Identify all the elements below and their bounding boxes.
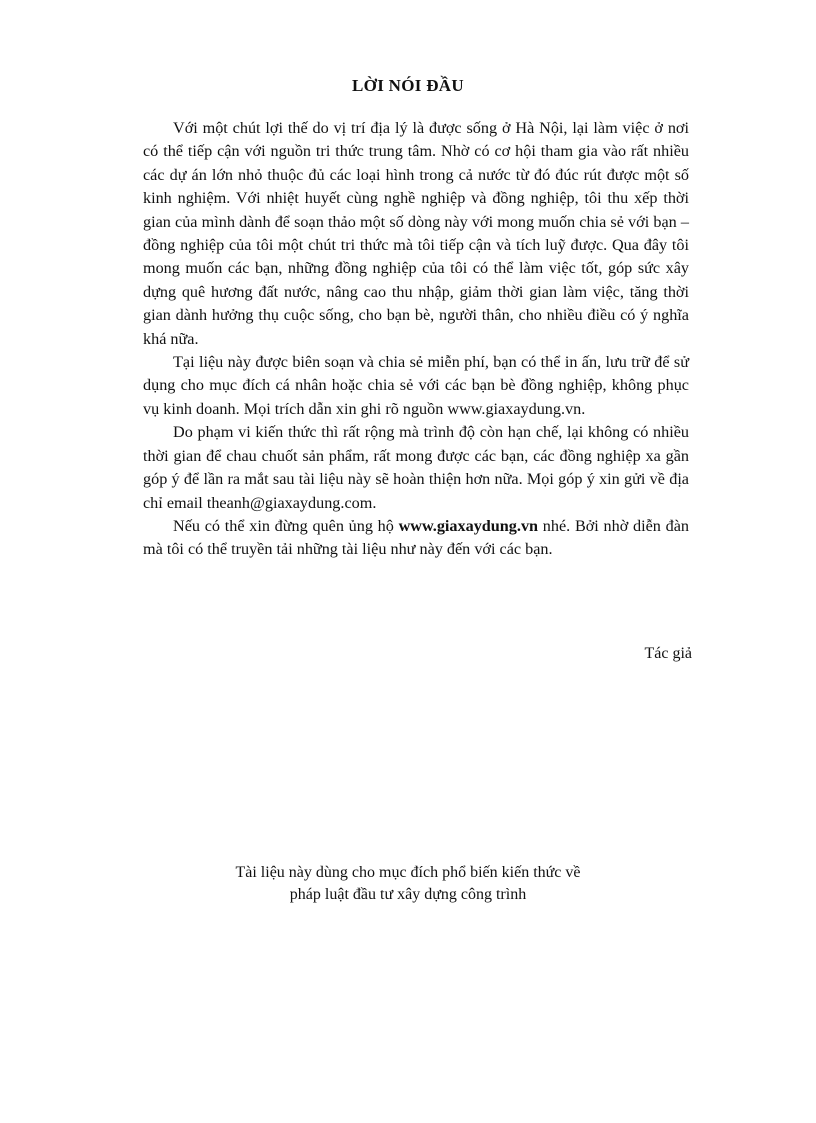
footer-line-1: Tài liệu này dùng cho mục đích phổ biến kiến thức về: [235, 864, 581, 881]
paragraph-2: Tại liệu này được biên soạn và chia sẻ miễn phí, bạn có thể in ấn, lưu trữ để sử dụng cho mục đích cá nhân hoặc chia sẻ với các bạn bè đồng nghiệp, không phục vụ kinh doanh. Mọi trích dẫn xin ghi rõ nguồn www.giaxaydung.vn.: [143, 353, 689, 418]
footer-note: [0, 862, 816, 906]
paragraph-4-end: nhé. Bởi nhờ diễn đàn mà tôi có thể truyền tải những tài liệu như này đến với các bạn.: [143, 516, 689, 559]
paragraph-4: [143, 515, 689, 562]
author-signature: Tác giả: [644, 645, 692, 662]
paragraph-3: Do phạm vi kiến thức thì rất rộng mà trình độ còn hạn chế, lại không có nhiều thời gian để chau chuốt sản phẩm, rất mong được các bạn, các đồng nghiệp xa gần góp ý để lần ra mắt sau tài liệu này sẽ hoàn thiện hơn nữa. Mọi góp ý xin gửi về địa chỉ email theanh@giaxaydung.com.: [143, 423, 689, 512]
preface-body: [143, 117, 689, 562]
paragraph-1: Với một chút lợi thế do vị trí địa lý là được sống ở Hà Nội, lại làm việc ở nơi có thể tiếp cận với nguồn tri thức trung tâm. Nhờ có cơ hội tham gia vào rất nhiều các dự án lớn nhỏ thuộc đủ các loại hình trong cả nước từ đó đúc rút được một số kinh nghiệm. Với nhiệt huyết cùng nghề nghiệp và đồng nghiệp, tôi thu xếp thời gian của mình dành để soạn thảo một số dòng này với mong muốn chia sẻ với bạn – đồng nghiệp của tôi một chút tri thức mà tôi tiếp cận và tích luỹ được. Qua đây tôi mong muốn các bạn, những đồng nghiệp của tôi có thể làm việc tốt, góp sức xây dựng quê hương đất nước, nâng cao thu nhập, giảm thời gian làm việc, tăng thời gian dành hưởng thụ cuộc sống, cho bạn bè, người thân, cho nhiều điều có ý nghĩa khá nữa.: [143, 119, 689, 348]
footer-line-2: pháp luật đầu tư xây dựng công trình: [289, 886, 527, 903]
paragraph-4-start: Nếu có thể xin đừng quên ủng hộ: [173, 516, 399, 535]
page-title: LỜI NÓI ĐẦU: [352, 76, 464, 95]
website-link: www.giaxaydung.vn: [398, 516, 539, 535]
